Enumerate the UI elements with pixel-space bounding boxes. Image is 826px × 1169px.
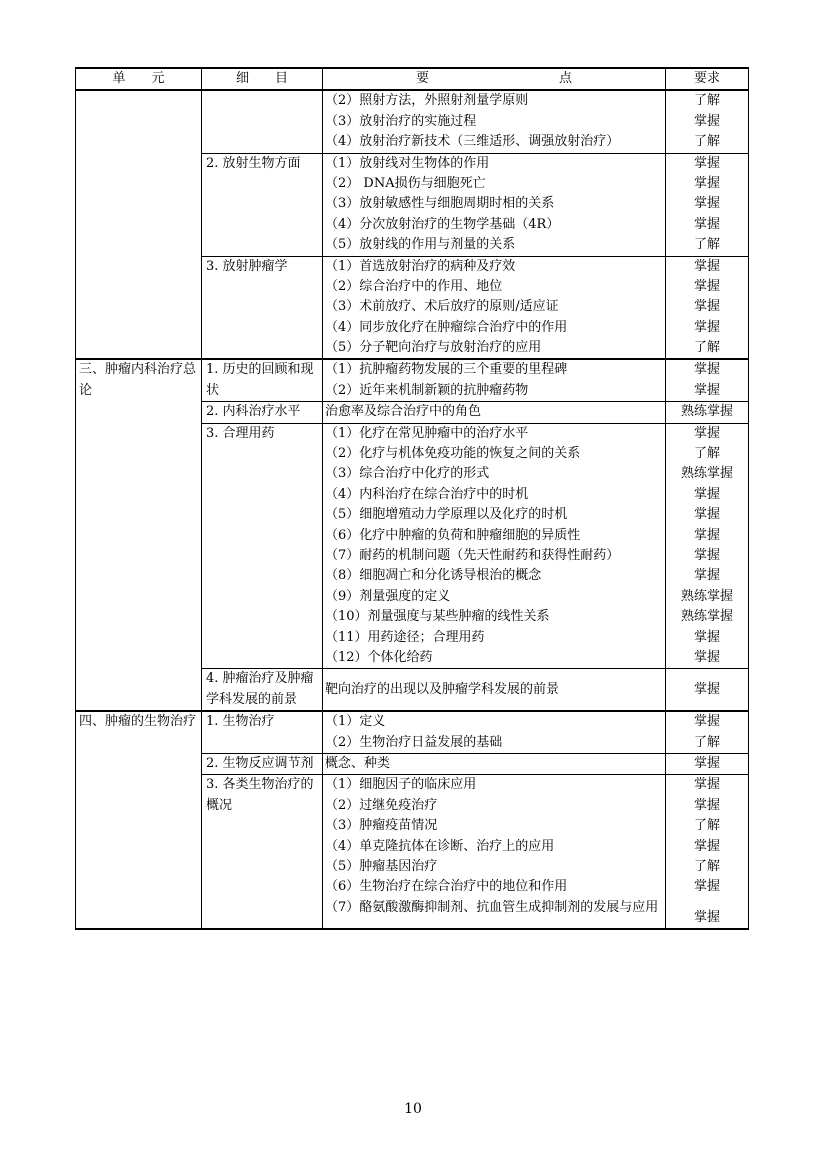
topic-cell: 2. 放射生物方面 <box>202 153 323 256</box>
header-requirement: 要求 <box>666 68 749 90</box>
topic-cell: 3. 放射肿瘤学 <box>202 256 323 359</box>
header-unit: 单 元 <box>76 68 202 90</box>
point-cell: （1）放射线对生物体的作用 （2） DNA损伤与细胞死亡 （3）放射敏感性与细胞周期时相的关系 （4）分次放射治疗的生物学基础（4R） （5）放射线的作用与剂量的关系 <box>323 153 666 256</box>
topic-cell: 3. 各类生物治疗的概况 <box>202 775 323 929</box>
topic-cell: 2. 内科治疗水平 <box>202 402 323 423</box>
point-cell: （1）细胞因子的临床应用 （2）过继免疫治疗 （3）肿瘤疫苗情况 （4）单克隆抗体在诊断、治疗上的应用 （5）肿瘤基因治疗 （6）生物治疗在综合治疗中的地位和作用 （7）酪氨酸激酶抑制剂、抗血管生成抑制剂的发展与应用 <box>323 775 666 929</box>
requirement-cell: 掌握 掌握 <box>666 359 749 401</box>
requirement-cell: 掌握 <box>666 669 749 711</box>
topic-cell: 3. 合理用药 <box>202 423 323 669</box>
point-cell: （1）定义 （2）生物治疗日益发展的基础 <box>323 711 666 753</box>
unit-cell: 四、肿瘤的生物治疗 <box>76 711 202 929</box>
unit-cell-continued <box>76 90 202 359</box>
topic-cell: 2. 生物反应调节剂 <box>202 753 323 774</box>
point-cell: 治愈率及综合治疗中的角色 <box>323 402 666 423</box>
header-points: 要 点 <box>323 68 666 90</box>
point-cell: （1）化疗在常见肿瘤中的治疗水平 （2）化疗与机体免疫功能的恢复之间的关系 （3）综合治疗中化疗的形式 （4）内科治疗在综合治疗中的时机 （5）细胞增殖动力学原理以及化疗的时机 （6）化疗中肿瘤的负荷和肿瘤细胞的异质性 （7）耐药的机制问题（先天性耐药和获得性耐药） （8）细胞凋亡和分化诱导根治的概念 （9）剂量强度的定义 （10）剂量强度与某些肿瘤的线性关系 （11）用药途径；合理用药 （12）个体化给药 <box>323 423 666 669</box>
requirement-cell: 掌握 <box>666 753 749 774</box>
requirement-cell: 掌握 掌握 了解 掌握 了解 掌握 掌握 <box>666 775 749 929</box>
point-cell: 靶向治疗的出现以及肿瘤学科发展的前景 <box>323 669 666 711</box>
requirement-cell: 了解 掌握 了解 <box>666 90 749 153</box>
point-cell: 概念、种类 <box>323 753 666 774</box>
syllabus-table <box>75 67 749 930</box>
requirement-cell: 掌握 掌握 掌握 掌握 了解 <box>666 256 749 359</box>
topic-cell: 1. 历史的回顾和现状 <box>202 359 323 401</box>
requirement-cell: 掌握 了解 熟练掌握 掌握 掌握 掌握 掌握 掌握 熟练掌握 熟练掌握 掌握 掌握 <box>666 423 749 669</box>
point-cell: （1）首选放射治疗的病种及疗效 （2）综合治疗中的作用、地位 （3）术前放疗、术后放疗的原则/适应证 （4）同步放化疗在肿瘤综合治疗中的作用 （5）分子靶向治疗与放射治疗的应用 <box>323 256 666 359</box>
unit-cell: 三、肿瘤内科治疗总论 <box>76 359 202 711</box>
point-cell: （1）抗肿瘤药物发展的三个重要的里程碑 （2）近年来机制新颖的抗肿瘤药物 <box>323 359 666 401</box>
point-cell: （2）照射方法，外照射剂量学原则 （3）放射治疗的实施过程 （4）放射治疗新技术（三维适形、调强放射治疗） <box>323 90 666 153</box>
table-row <box>76 90 749 153</box>
topic-cell: 1. 生物治疗 <box>202 711 323 753</box>
requirement-cell: 熟练掌握 <box>666 402 749 423</box>
header-topic: 细 目 <box>202 68 323 90</box>
requirement-cell: 掌握 了解 <box>666 711 749 753</box>
page-number: 10 <box>404 1101 422 1117</box>
topic-cell-continued <box>202 90 323 153</box>
header-row <box>76 68 749 90</box>
table-row <box>76 711 749 753</box>
topic-cell: 4. 肿瘤治疗及肿瘤学科发展的前景 <box>202 669 323 711</box>
requirement-cell: 掌握 掌握 掌握 掌握 了解 <box>666 153 749 256</box>
table-row <box>76 359 749 401</box>
